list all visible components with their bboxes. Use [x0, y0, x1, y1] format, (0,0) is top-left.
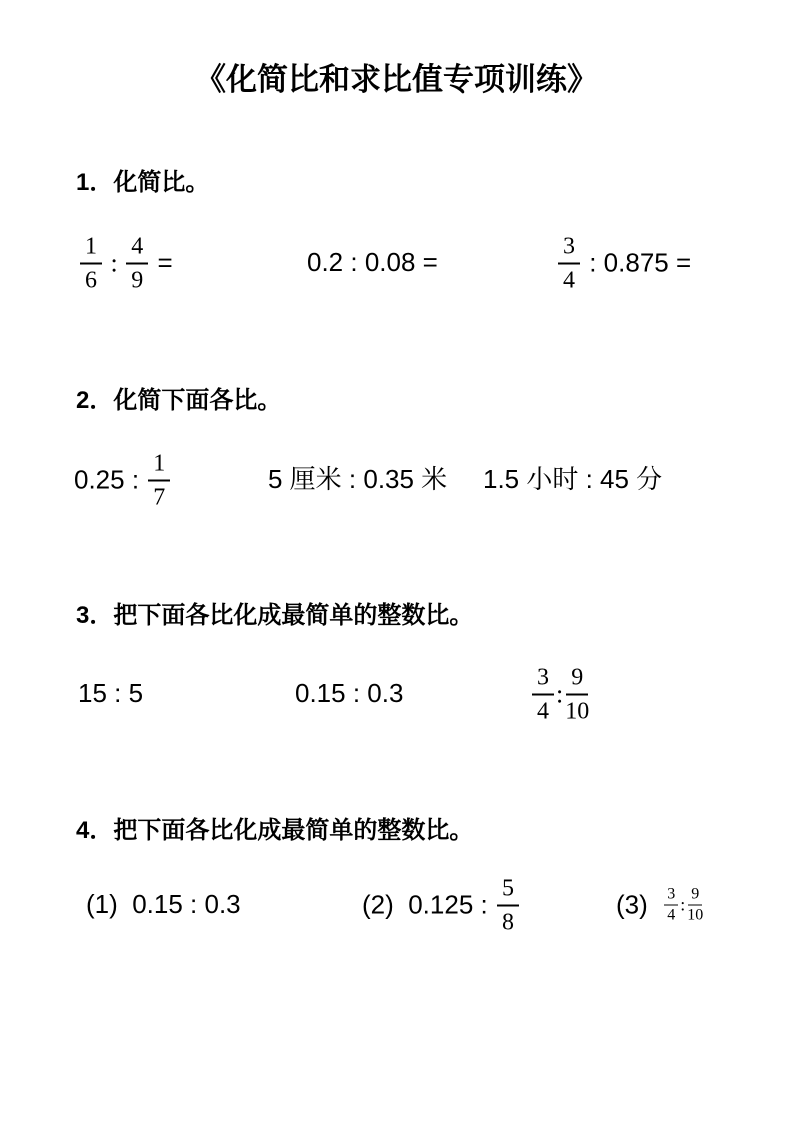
fraction — [687, 887, 703, 924]
fraction — [148, 451, 170, 510]
fraction — [126, 234, 148, 293]
section-2-problem-2 — [268, 465, 447, 495]
section-2-heading: 2．化简下面各比。 — [76, 387, 282, 414]
fraction-denominator: 6 — [85, 267, 97, 294]
fraction-numerator: 4 — [126, 234, 148, 265]
fraction-numerator: 3 — [558, 234, 580, 265]
problem-text: 0.25 : — [74, 464, 147, 495]
fraction-denominator: 10 — [687, 906, 704, 924]
fraction — [558, 234, 580, 293]
section-3-problem-1 — [78, 679, 143, 709]
fraction — [664, 887, 678, 924]
problem-text: : — [680, 894, 686, 915]
problem-text: 15 : 5 — [78, 678, 144, 709]
fraction-denominator: 10 — [565, 698, 590, 725]
problem-text: : 0.875 = — [582, 247, 692, 278]
fraction-denominator: 9 — [131, 267, 144, 294]
section-3-problem-3 — [530, 665, 591, 724]
fraction-numerator: 3 — [532, 665, 554, 696]
fraction — [497, 876, 519, 935]
problem-text: (3) — [616, 889, 663, 920]
fraction-numerator: 9 — [566, 665, 588, 696]
section-4-problem-2 — [362, 876, 521, 935]
fraction-denominator: 4 — [537, 698, 549, 725]
fraction-numerator: 9 — [688, 887, 702, 906]
worksheet-title: 《化简比和求比值专项训练》 — [195, 62, 598, 97]
section-4-problem-3 — [616, 887, 705, 924]
section-2-problem-3 — [483, 465, 662, 495]
section-1-problem-1 — [78, 234, 173, 293]
fraction-numerator: 3 — [664, 887, 678, 906]
fraction — [80, 234, 102, 293]
fraction-denominator: 7 — [153, 484, 166, 511]
problem-text: 1.5 小时 : 45 分 — [483, 464, 663, 495]
problem-text: 5 厘米 : 0.35 米 — [268, 464, 448, 495]
section-4-problem-1 — [86, 890, 241, 920]
problem-text: 0.2 : 0.08 = — [307, 247, 438, 278]
fraction — [532, 665, 554, 724]
problem-text: (2) 0.125 : — [362, 889, 495, 920]
fraction-denominator: 8 — [501, 909, 514, 936]
section-1-problem-2 — [307, 248, 438, 278]
fraction — [565, 665, 589, 724]
problem-text: = — [150, 247, 173, 278]
section-4-heading: 4．把下面各比化成最简单的整数比。 — [76, 817, 474, 844]
fraction-numerator: 5 — [497, 876, 519, 907]
problem-text: 0.15 : 0.3 — [295, 678, 404, 709]
fraction-denominator: 4 — [563, 267, 575, 294]
section-2-problem-1 — [74, 451, 172, 510]
problem-text: (1) 0.15 : 0.3 — [86, 889, 241, 920]
fraction-denominator: 4 — [667, 906, 676, 924]
section-3-heading: 3．把下面各比化成最简单的整数比。 — [76, 602, 474, 629]
fraction-numerator: 1 — [80, 234, 102, 265]
section-1-heading: 1．化简比。 — [76, 169, 210, 196]
section-3-problem-2 — [295, 679, 403, 709]
section-1-problem-3 — [556, 234, 691, 293]
problem-text: : — [104, 248, 125, 278]
problem-text: : — [556, 679, 564, 709]
fraction-numerator: 1 — [148, 451, 170, 482]
